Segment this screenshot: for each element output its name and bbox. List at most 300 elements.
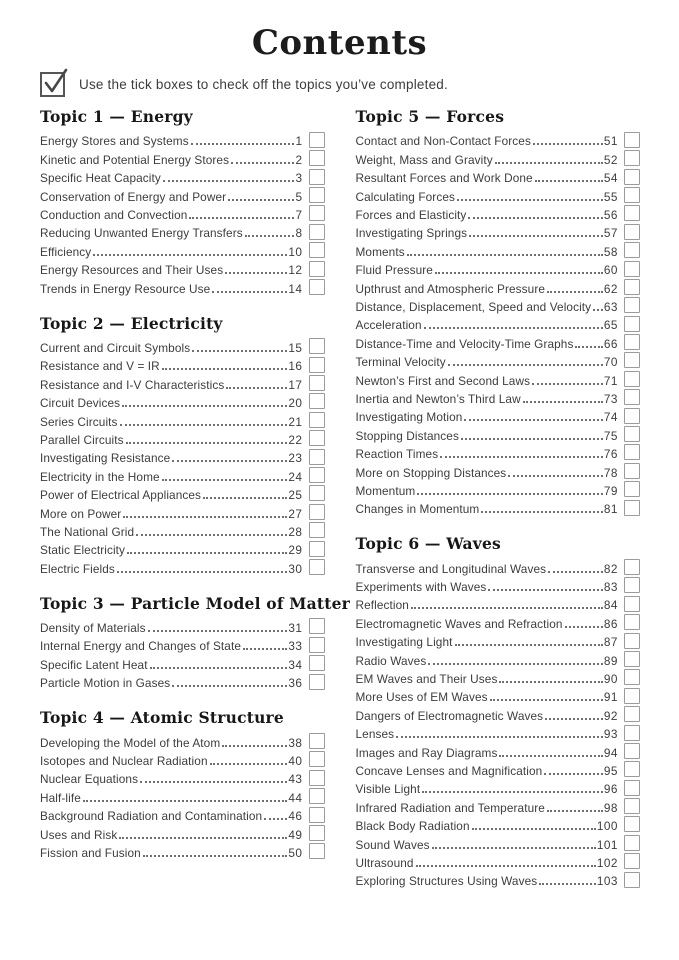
dotted-leader bbox=[490, 699, 603, 701]
dotted-leader bbox=[461, 438, 603, 440]
entry-page-number: 83 bbox=[603, 580, 618, 595]
dotted-leader bbox=[416, 865, 596, 867]
toc-entry-row bbox=[356, 595, 641, 613]
dotted-leader bbox=[148, 630, 288, 632]
toc-entry-row bbox=[356, 389, 641, 407]
dotted-leader bbox=[547, 291, 603, 293]
entry-tick-checkbox[interactable] bbox=[309, 674, 325, 690]
dotted-leader bbox=[136, 534, 287, 536]
toc-entry-row bbox=[356, 315, 641, 333]
dotted-leader bbox=[120, 424, 288, 426]
dotted-leader bbox=[162, 368, 288, 370]
dotted-leader bbox=[472, 828, 596, 830]
entry-label: Resultant Forces and Work Done bbox=[355, 171, 533, 186]
toc-entry-row bbox=[356, 297, 641, 315]
entry-tick-checkbox[interactable] bbox=[624, 761, 640, 777]
entry-tick-checkbox[interactable] bbox=[624, 389, 640, 405]
entry-page-number: 98 bbox=[603, 800, 618, 815]
toc-entry-row bbox=[40, 503, 325, 521]
entry-page-number: 2 bbox=[295, 152, 303, 167]
toc-columns bbox=[0, 107, 679, 906]
toc-entry-row bbox=[40, 673, 325, 691]
entry-page-number: 71 bbox=[603, 373, 618, 388]
dotted-leader bbox=[424, 327, 603, 329]
toc-entry-row bbox=[40, 338, 325, 356]
dotted-leader bbox=[140, 781, 287, 783]
dotted-leader bbox=[488, 589, 602, 591]
dotted-leader bbox=[172, 460, 287, 462]
dotted-leader bbox=[422, 791, 603, 793]
entry-page-number: 3 bbox=[295, 171, 303, 186]
entry-tick-checkbox[interactable] bbox=[624, 150, 640, 166]
entry-tick-checkbox[interactable] bbox=[624, 816, 640, 832]
page-title: Contents bbox=[251, 23, 428, 63]
entry-page-number: 81 bbox=[603, 502, 618, 517]
toc-entry-row bbox=[356, 613, 641, 631]
toc-entry-row bbox=[356, 352, 641, 370]
entry-tick-checkbox[interactable] bbox=[624, 205, 640, 221]
entry-tick-checkbox[interactable] bbox=[309, 485, 325, 501]
entry-tick-checkbox[interactable] bbox=[624, 596, 640, 612]
toc-entry-row bbox=[40, 540, 325, 558]
topic-entries bbox=[40, 131, 325, 297]
entry-tick-checkbox[interactable] bbox=[624, 688, 640, 704]
entry-page-number: 55 bbox=[603, 189, 618, 204]
toc-entry-row bbox=[40, 411, 325, 429]
entry-page-number: 56 bbox=[603, 208, 618, 223]
entry-tick-checkbox[interactable] bbox=[309, 807, 325, 823]
entry-label: Electricity in the Home bbox=[40, 469, 160, 484]
entry-tick-checkbox[interactable] bbox=[309, 825, 325, 841]
dotted-leader bbox=[119, 837, 287, 839]
toc-entry-row bbox=[40, 806, 325, 824]
entry-label: Developing the Model of the Atom bbox=[40, 735, 221, 750]
entry-tick-checkbox[interactable] bbox=[309, 843, 325, 859]
entry-tick-checkbox[interactable] bbox=[309, 132, 325, 148]
dotted-leader bbox=[417, 493, 603, 495]
entry-label: Reaction Times bbox=[355, 447, 439, 462]
entry-tick-checkbox[interactable] bbox=[309, 467, 325, 483]
entry-page-number: 27 bbox=[288, 506, 303, 521]
entry-tick-checkbox[interactable] bbox=[309, 279, 325, 295]
entry-label: Kinetic and Potential Energy Stores bbox=[40, 152, 230, 167]
entry-label: More on Power bbox=[40, 506, 122, 521]
entry-label: Energy Stores and Systems bbox=[40, 134, 189, 149]
entry-tick-checkbox[interactable] bbox=[309, 637, 325, 653]
entry-label: Weight, Mass and Gravity bbox=[355, 152, 493, 167]
entry-page-number: 57 bbox=[603, 226, 618, 241]
entry-page-number: 58 bbox=[603, 244, 618, 259]
entry-tick-checkbox[interactable] bbox=[624, 224, 640, 240]
check-icon bbox=[43, 67, 69, 95]
dotted-leader bbox=[231, 162, 294, 164]
toc-entry-row bbox=[356, 853, 641, 871]
dotted-leader bbox=[191, 143, 295, 145]
entry-tick-checkbox[interactable] bbox=[624, 352, 640, 368]
entry-label: Calculating Forces bbox=[355, 189, 455, 204]
right-column bbox=[356, 107, 641, 906]
entry-page-number: 12 bbox=[288, 263, 303, 278]
entry-label: Visible Light bbox=[355, 782, 421, 797]
entry-tick-checkbox[interactable] bbox=[624, 853, 640, 869]
entry-page-number: 87 bbox=[603, 635, 618, 650]
entry-page-number: 96 bbox=[603, 782, 618, 797]
entry-tick-checkbox[interactable] bbox=[624, 463, 640, 479]
entry-label: Series Circuits bbox=[40, 414, 118, 429]
entry-label: Parallel Circuits bbox=[40, 432, 124, 447]
entry-page-number: 65 bbox=[603, 318, 618, 333]
entry-tick-checkbox[interactable] bbox=[624, 316, 640, 332]
dotted-leader bbox=[565, 626, 603, 628]
entry-tick-checkbox[interactable] bbox=[624, 334, 640, 350]
dotted-leader bbox=[407, 254, 603, 256]
dotted-leader bbox=[432, 847, 596, 849]
toc-entry-row bbox=[356, 186, 641, 204]
toc-entry-row bbox=[40, 485, 325, 503]
dotted-leader bbox=[455, 644, 603, 646]
toc-entry-row bbox=[40, 558, 325, 576]
entry-page-number: 46 bbox=[288, 809, 303, 824]
topic-heading: Topic 5 — Forces bbox=[355, 107, 505, 127]
entry-tick-checkbox[interactable] bbox=[309, 205, 325, 221]
entry-label: Momentum bbox=[355, 483, 416, 498]
entry-tick-checkbox[interactable] bbox=[624, 426, 640, 442]
dotted-leader bbox=[457, 199, 603, 201]
dotted-leader bbox=[535, 180, 603, 182]
toc-entry-row bbox=[40, 843, 325, 861]
entry-label: Sound Waves bbox=[355, 837, 430, 852]
entry-label: Resistance and I-V Characteristics bbox=[40, 377, 225, 392]
entry-tick-checkbox[interactable] bbox=[624, 371, 640, 387]
toc-entry-row bbox=[40, 205, 325, 223]
entry-label: More Uses of EM Waves bbox=[355, 690, 488, 705]
entry-tick-checkbox[interactable] bbox=[624, 651, 640, 667]
entry-tick-checkbox[interactable] bbox=[624, 798, 640, 814]
entry-page-number: 24 bbox=[288, 469, 303, 484]
dotted-leader bbox=[396, 736, 603, 738]
entry-label: Efficiency bbox=[40, 244, 92, 259]
dotted-leader bbox=[226, 387, 287, 389]
dotted-leader bbox=[203, 497, 287, 499]
toc-entry-row bbox=[356, 131, 641, 149]
entry-label: Trends in Energy Resource Use bbox=[40, 281, 211, 296]
entry-page-number: 78 bbox=[603, 465, 618, 480]
entry-tick-checkbox[interactable] bbox=[309, 150, 325, 166]
entry-tick-checkbox[interactable] bbox=[624, 187, 640, 203]
dotted-leader bbox=[495, 162, 603, 164]
entry-label: Electric Fields bbox=[40, 561, 115, 576]
entry-label: Acceleration bbox=[355, 318, 422, 333]
toc-entry-row bbox=[356, 632, 641, 650]
entry-page-number: 103 bbox=[596, 874, 618, 889]
dotted-leader bbox=[468, 217, 602, 219]
entry-tick-checkbox[interactable] bbox=[309, 559, 325, 575]
toc-entry-row bbox=[356, 223, 641, 241]
entry-label: Transverse and Longitudinal Waves bbox=[355, 561, 547, 576]
entry-tick-checkbox[interactable] bbox=[624, 633, 640, 649]
entry-tick-checkbox[interactable] bbox=[624, 444, 640, 460]
entry-tick-checkbox[interactable] bbox=[624, 835, 640, 851]
entry-tick-checkbox[interactable] bbox=[309, 338, 325, 354]
toc-entry-row bbox=[356, 168, 641, 186]
entry-page-number: 93 bbox=[603, 727, 618, 742]
entry-page-number: 5 bbox=[295, 189, 303, 204]
entry-tick-checkbox[interactable] bbox=[624, 132, 640, 148]
entry-page-number: 52 bbox=[603, 152, 618, 167]
entry-label: Fission and Fusion bbox=[40, 845, 141, 860]
dotted-leader bbox=[225, 272, 287, 274]
toc-entry-row bbox=[40, 186, 325, 204]
entry-tick-checkbox[interactable] bbox=[624, 872, 640, 888]
topic-heading: Topic 4 — Atomic Structure bbox=[40, 708, 284, 728]
entry-tick-checkbox[interactable] bbox=[624, 559, 640, 575]
entry-page-number: 66 bbox=[603, 336, 618, 351]
entry-tick-checkbox[interactable] bbox=[309, 751, 325, 767]
entry-tick-checkbox[interactable] bbox=[624, 706, 640, 722]
topic-section bbox=[356, 107, 641, 517]
entry-page-number: 102 bbox=[596, 855, 618, 870]
entry-tick-checkbox[interactable] bbox=[309, 541, 325, 557]
entry-tick-checkbox[interactable] bbox=[309, 449, 325, 465]
dotted-leader bbox=[411, 607, 603, 609]
dotted-leader bbox=[544, 773, 603, 775]
tick-note-text: Use the tick boxes to check off the topics you’ve completed. bbox=[79, 77, 448, 93]
topic-heading: Topic 2 — Electricity bbox=[40, 313, 223, 333]
entry-tick-checkbox[interactable] bbox=[624, 279, 640, 295]
dotted-leader bbox=[593, 309, 603, 311]
entry-page-number: 44 bbox=[288, 790, 303, 805]
entry-tick-checkbox[interactable] bbox=[309, 169, 325, 185]
entry-page-number: 8 bbox=[295, 226, 303, 241]
entry-page-number: 49 bbox=[288, 827, 303, 842]
entry-tick-checkbox[interactable] bbox=[624, 577, 640, 593]
toc-entry-row bbox=[356, 407, 641, 425]
topic-section bbox=[40, 708, 325, 861]
toc-entry-row bbox=[356, 761, 641, 779]
entry-page-number: 90 bbox=[603, 672, 618, 687]
entry-label: Contact and Non-Contact Forces bbox=[355, 134, 531, 149]
entry-page-number: 33 bbox=[288, 639, 303, 654]
dotted-leader bbox=[189, 217, 294, 219]
toc-entry-row bbox=[356, 742, 641, 760]
entry-label: Terminal Velocity bbox=[355, 355, 446, 370]
entry-tick-checkbox[interactable] bbox=[309, 733, 325, 749]
dotted-leader bbox=[222, 745, 287, 747]
entry-label: Half-life bbox=[40, 790, 81, 805]
toc-entry-row bbox=[40, 278, 325, 296]
toc-entry-row bbox=[40, 732, 325, 750]
entry-page-number: 74 bbox=[603, 410, 618, 425]
entry-label: Forces and Elasticity bbox=[355, 208, 467, 223]
toc-entry-row bbox=[356, 370, 641, 388]
dotted-leader bbox=[481, 511, 603, 513]
entry-page-number: 54 bbox=[603, 171, 618, 186]
entry-tick-checkbox[interactable] bbox=[309, 375, 325, 391]
entry-tick-checkbox[interactable] bbox=[624, 780, 640, 796]
entry-page-number: 63 bbox=[603, 300, 618, 314]
topic-entries bbox=[40, 338, 325, 577]
entry-label: Infrared Radiation and Temperature bbox=[355, 800, 545, 815]
entry-page-number: 94 bbox=[603, 745, 618, 760]
entry-label: Dangers of Electromagnetic Waves bbox=[355, 708, 544, 723]
dotted-leader bbox=[435, 272, 603, 274]
toc-entry-row bbox=[40, 466, 325, 484]
toc-entry-row bbox=[356, 462, 641, 480]
toc-entry-row bbox=[40, 769, 325, 787]
entry-page-number: 20 bbox=[288, 396, 303, 411]
entry-label: Conservation of Energy and Power bbox=[40, 189, 227, 204]
entry-label: More on Stopping Distances bbox=[355, 465, 507, 480]
toc-entry-row bbox=[356, 260, 641, 278]
dotted-leader bbox=[499, 755, 602, 757]
entry-page-number: 21 bbox=[288, 414, 303, 429]
entry-label: Investigating Light bbox=[355, 635, 453, 650]
entry-tick-checkbox[interactable] bbox=[624, 297, 640, 313]
entry-tick-checkbox[interactable] bbox=[624, 481, 640, 497]
entry-label: Electromagnetic Waves and Refraction bbox=[355, 616, 563, 631]
entry-label: Density of Materials bbox=[40, 621, 146, 636]
entry-tick-checkbox[interactable] bbox=[624, 743, 640, 759]
entry-label: Energy Resources and Their Uses bbox=[40, 263, 224, 278]
entry-label: Distance, Displacement, Speed and Velocity bbox=[355, 300, 592, 314]
entry-page-number: 75 bbox=[603, 428, 618, 443]
topic-heading: Topic 1 — Energy bbox=[40, 107, 193, 127]
entry-label: Reducing Unwanted Energy Transfers bbox=[40, 226, 243, 241]
entry-tick-checkbox[interactable] bbox=[624, 500, 640, 516]
entry-label: Experiments with Waves bbox=[355, 580, 487, 595]
entry-tick-checkbox[interactable] bbox=[309, 770, 325, 786]
entry-tick-checkbox[interactable] bbox=[624, 614, 640, 630]
entry-page-number: 101 bbox=[596, 837, 618, 852]
entry-tick-checkbox[interactable] bbox=[309, 618, 325, 634]
entry-tick-checkbox[interactable] bbox=[624, 669, 640, 685]
dotted-leader bbox=[532, 383, 603, 385]
toc-entry-row bbox=[356, 779, 641, 797]
entry-page-number: 73 bbox=[603, 391, 618, 406]
entry-tick-checkbox[interactable] bbox=[309, 504, 325, 520]
entry-label: Static Electricity bbox=[40, 543, 126, 558]
entry-label: Current and Circuit Symbols bbox=[40, 341, 191, 355]
dotted-leader bbox=[212, 291, 287, 293]
toc-entry-row bbox=[40, 241, 325, 259]
toc-entry-row bbox=[356, 797, 641, 815]
entry-label: Isotopes and Nuclear Radiation bbox=[40, 754, 208, 769]
dotted-leader bbox=[264, 818, 287, 820]
entry-label: Images and Ray Diagrams bbox=[355, 745, 498, 760]
entry-tick-checkbox[interactable] bbox=[624, 242, 640, 258]
toc-entry-row bbox=[40, 356, 325, 374]
toc-entry-row bbox=[356, 444, 641, 462]
entry-label: Changes in Momentum bbox=[355, 502, 480, 517]
dotted-leader bbox=[545, 718, 603, 720]
toc-entry-row bbox=[356, 558, 641, 576]
toc-entry-row bbox=[356, 669, 641, 687]
entry-label: Fluid Pressure bbox=[355, 263, 433, 278]
toc-entry-row bbox=[356, 871, 641, 889]
topic-section bbox=[40, 593, 351, 692]
entry-page-number: 10 bbox=[288, 244, 303, 259]
entry-tick-checkbox[interactable] bbox=[309, 430, 325, 446]
toc-entry-row bbox=[40, 149, 325, 167]
toc-entry-row bbox=[40, 430, 325, 448]
entry-page-number: 70 bbox=[603, 355, 618, 370]
toc-entry-row bbox=[356, 333, 641, 351]
entry-label: Specific Latent Heat bbox=[40, 657, 148, 672]
dotted-leader bbox=[228, 199, 294, 201]
entry-page-number: 89 bbox=[603, 653, 618, 668]
entry-tick-checkbox[interactable] bbox=[309, 187, 325, 203]
entry-label: Exploring Structures Using Waves bbox=[355, 874, 538, 889]
entry-page-number: 50 bbox=[288, 845, 303, 860]
entry-tick-checkbox[interactable] bbox=[309, 788, 325, 804]
toc-entry-row bbox=[356, 241, 641, 259]
topic-entries bbox=[40, 732, 325, 861]
entry-page-number: 34 bbox=[288, 657, 303, 672]
dotted-leader bbox=[440, 456, 603, 458]
entry-page-number: 51 bbox=[603, 134, 618, 149]
entry-tick-checkbox[interactable] bbox=[309, 655, 325, 671]
dotted-leader bbox=[83, 800, 287, 802]
entry-tick-checkbox[interactable] bbox=[309, 412, 325, 428]
entry-label: Black Body Radiation bbox=[355, 819, 470, 834]
dotted-leader bbox=[508, 475, 603, 477]
toc-entry-row bbox=[40, 654, 325, 672]
entry-page-number: 40 bbox=[288, 754, 303, 769]
toc-entry-row bbox=[356, 724, 641, 742]
toc-entry-row bbox=[356, 834, 641, 852]
topic-heading: Topic 6 — Waves bbox=[355, 534, 501, 554]
dotted-leader bbox=[499, 681, 602, 683]
entry-tick-checkbox[interactable] bbox=[624, 261, 640, 277]
entry-label: The National Grid bbox=[40, 524, 135, 539]
entry-label: Investigating Resistance bbox=[40, 451, 171, 466]
dotted-leader bbox=[192, 350, 287, 352]
toc-entry-row bbox=[356, 481, 641, 499]
entry-page-number: 100 bbox=[596, 819, 618, 834]
dotted-leader bbox=[548, 571, 603, 573]
entry-label: Lenses bbox=[355, 727, 395, 742]
entry-tick-checkbox[interactable] bbox=[309, 261, 325, 277]
entry-tick-checkbox[interactable] bbox=[309, 522, 325, 538]
entry-label: Stopping Distances bbox=[355, 428, 459, 443]
entry-tick-checkbox[interactable] bbox=[624, 169, 640, 185]
entry-page-number: 82 bbox=[603, 561, 618, 576]
entry-label: Radio Waves bbox=[355, 653, 427, 668]
toc-entry-row bbox=[356, 705, 641, 723]
entry-label: Distance-Time and Velocity-Time Graphs bbox=[355, 336, 574, 351]
entry-page-number: 86 bbox=[603, 616, 618, 631]
entry-tick-checkbox[interactable] bbox=[309, 224, 325, 240]
entry-tick-checkbox[interactable] bbox=[309, 357, 325, 373]
entry-page-number: 1 bbox=[295, 134, 303, 149]
entry-page-number: 95 bbox=[603, 763, 618, 778]
dotted-leader bbox=[448, 364, 603, 366]
dotted-leader bbox=[163, 180, 295, 182]
entry-page-number: 91 bbox=[603, 690, 618, 705]
entry-page-number: 76 bbox=[603, 447, 618, 462]
entry-page-number: 15 bbox=[288, 341, 303, 355]
toc-entry-row bbox=[40, 824, 325, 842]
entry-tick-checkbox[interactable] bbox=[309, 393, 325, 409]
entry-label: Ultrasound bbox=[355, 855, 414, 870]
entry-tick-checkbox[interactable] bbox=[309, 242, 325, 258]
entry-tick-checkbox[interactable] bbox=[624, 408, 640, 424]
dotted-leader bbox=[243, 648, 287, 650]
entry-tick-checkbox[interactable] bbox=[624, 725, 640, 741]
dotted-leader bbox=[122, 405, 287, 407]
entry-label: Resistance and V = IR bbox=[40, 359, 160, 374]
dotted-leader bbox=[210, 763, 288, 765]
